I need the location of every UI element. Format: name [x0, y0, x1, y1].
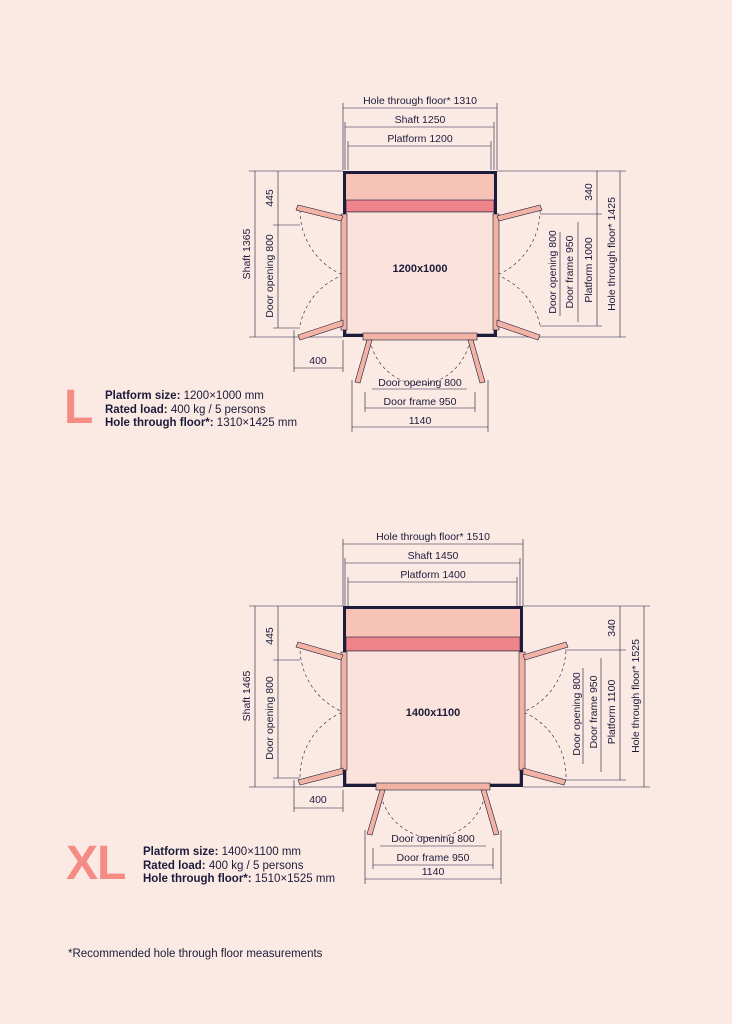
dim-left-bottom-l: 400	[309, 355, 327, 367]
platform-size-label-xl: 1400x1100	[405, 707, 461, 719]
spec-label: Rated load:	[143, 859, 206, 872]
dim-bottom-total-l: 1140	[408, 415, 432, 427]
spec-label: Rated load:	[105, 403, 168, 416]
dim-right-340-xl: 340	[606, 619, 618, 637]
spec-block-xl	[143, 846, 335, 887]
spec-row	[143, 873, 335, 887]
dim-right-340-l: 340	[583, 183, 595, 201]
dim-platform-top-l: Platform 1200	[387, 133, 453, 145]
spec-value: 1400×1100 mm	[221, 846, 302, 858]
dim-door-opening-left-l: Door opening 800	[264, 234, 276, 318]
spec-value: 1510×1525 mm	[254, 873, 336, 885]
spec-row	[105, 404, 297, 418]
dim-door-frame-right-xl: Door frame 950	[588, 675, 600, 749]
model-letter-xl: XL	[66, 837, 126, 890]
spec-row	[105, 417, 297, 431]
footnote: *Recommended hole through floor measurements	[68, 948, 323, 960]
plan-xl	[241, 531, 650, 884]
spec-value: 400 kg / 5 persons	[170, 403, 266, 416]
spec-row	[143, 860, 335, 874]
platform-size-label-l: 1200x1000	[392, 263, 448, 275]
spec-value: 1200×1000 mm	[183, 390, 264, 402]
spec-label: Platform size:	[143, 846, 219, 858]
plan-l	[241, 95, 626, 432]
dim-hole-top-l: Hole through floor* 1310	[363, 95, 477, 107]
dim-platform-top-xl: Platform 1400	[400, 569, 466, 581]
spec-row	[143, 846, 335, 860]
dim-door-opening-right-xl: Door opening 800	[571, 672, 583, 756]
dim-door-frame-bottom-xl: Door frame 950	[396, 852, 470, 864]
dim-door-opening-right-l: Door opening 800	[547, 230, 559, 314]
dim-top-depth-l: 445	[264, 189, 276, 207]
dim-hole-right-l: Hole through floor* 1425	[606, 197, 618, 311]
dim-door-opening-left-xl: Door opening 800	[264, 676, 276, 760]
model-letter-l: L	[64, 381, 93, 434]
dim-door-opening-bottom-l: Door opening 800	[378, 377, 462, 389]
dim-door-frame-right-l: Door frame 950	[564, 235, 576, 309]
dim-hole-right-xl: Hole through floor* 1525	[630, 639, 642, 753]
dim-shaft-left-l: Shaft 1365	[241, 228, 253, 280]
spec-label: Platform size:	[105, 390, 181, 402]
dim-hole-top-xl: Hole through floor* 1510	[376, 531, 490, 543]
dim-shaft-left-xl: Shaft 1465	[241, 670, 253, 722]
dim-platform-right-xl: Platform 1100	[606, 679, 618, 745]
spec-label: Hole through floor*:	[105, 417, 214, 429]
spec-value: 1310×1425 mm	[216, 417, 298, 429]
spec-value: 400 kg / 5 persons	[208, 859, 304, 872]
dim-left-bottom-xl: 400	[309, 794, 327, 806]
dim-bottom-total-xl: 1140	[421, 866, 445, 878]
spec-block-l	[105, 390, 297, 431]
dim-top-depth-xl: 445	[264, 627, 276, 645]
spec-row	[105, 390, 297, 404]
dim-platform-right-l: Platform 1000	[583, 237, 595, 303]
dim-door-opening-bottom-xl: Door opening 800	[391, 833, 475, 845]
dim-shaft-top-xl: Shaft 1450	[407, 550, 459, 562]
spec-label: Hole through floor*:	[143, 873, 252, 885]
dim-shaft-top-l: Shaft 1250	[394, 114, 446, 126]
dim-door-frame-bottom-l: Door frame 950	[383, 396, 457, 408]
